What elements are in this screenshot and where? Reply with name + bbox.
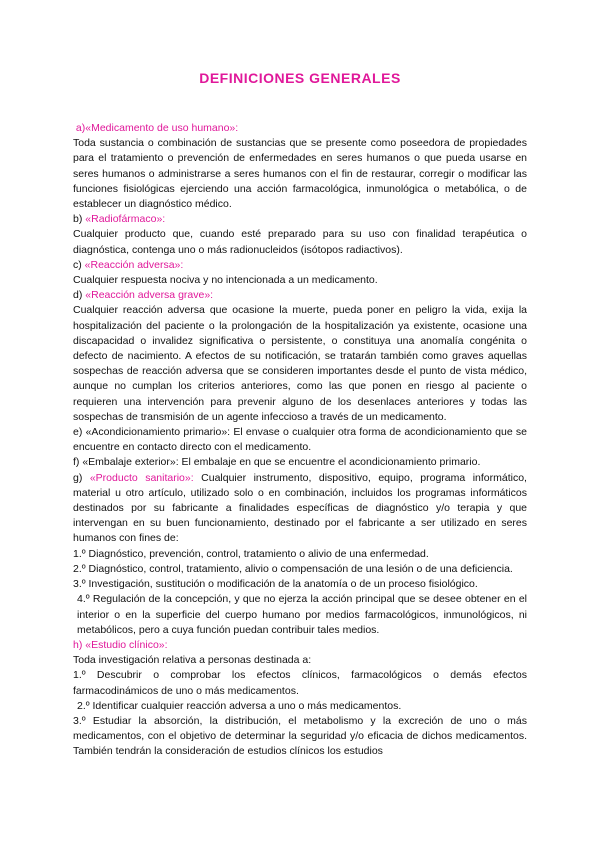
section-c-text: Cualquier respuesta nociva y no intencionada a un medicamento. — [73, 274, 378, 287]
section-h-item-1: 1.º Descubrir o comprobar los efectos clínicos, farmacológicos o demás efectos farmacodinámicos de uno o más medicamentos. — [73, 669, 527, 697]
section-g-item-3: 3.º Investigación, sustitución o modificación de la anatomía o de un proceso fisiológico. — [73, 578, 478, 591]
document-body — [73, 121, 527, 760]
section-h-item-2: 2.º Identificar cualquier reacción adversa a uno o más medicamentos. — [77, 699, 402, 712]
section-g-item-2: 2.º Diagnóstico, control, tratamiento, alivio o compensación de una lesión o de una deficiencia. — [73, 562, 513, 575]
section-h-item-3: 3.º Estudiar la absorción, la distribución, el metabolismo y la excreción de uno o más medicamentos, con el objetivo de determinar la seguridad y/o eficacia de dichos medicamentos. También tendrán la consideración de estudios clínicos los estudios — [73, 714, 527, 758]
section-b-label: b) «Radiofármaco»: — [73, 213, 166, 226]
section-d-text: Cualquier reacción adversa que ocasione la muerte, pueda poner en peligro la vida, exija la hospitalización del paciente o la prolongación de la hospitalización ya existente, ocasione una discapacidad o invalidez significativa o persistente, o constituya una anomalía congénita o defecto de nacimiento. A efectos de su notificación, se tratarán también como graves aquellas sospechas de reacción adversa que se consideren importantes desde el punto de vista médico, aunque no cumplan los criterios anteriores, como las que ponen en riesgo al paciente o requieren una intervención para prevenir alguno de los desenlaces anteriores y todas las sospechas de transmisión de un agente infeccioso a través de un medicamento. — [73, 304, 527, 423]
section-a-label: a)«Medicamento de uso humano»: — [75, 122, 239, 134]
section-f-text: f) «Embalaje exterior»: El embalaje en que se encuentre el acondicionamiento primario. — [73, 456, 481, 469]
section-g-text: g) «Producto sanitario»: Cualquier instrumento, dispositivo, equipo, programa informático, material u otro artículo, utilizado solo o en combinación, incluidos los programas informáticos destinados por su fabricante a finalidades específicas de diagnóstico y/o terapia y que intervengan en su buen funcionamiento, destinado por el fabricante a ser utilizado en seres humanos con fines de: — [73, 471, 527, 545]
section-c-label: c) «Reacción adversa»: — [73, 258, 184, 271]
page-title: DEFINICIONES GENERALES — [199, 70, 401, 86]
section-d-label: d) «Reacción adversa grave»: — [73, 289, 214, 302]
section-h-text: Toda investigación relativa a personas destinada a: — [73, 654, 312, 667]
section-a-text: Toda sustancia o combinación de sustancias que se presente como poseedora de propiedades para el tratamiento o prevención de enfermedades en seres humanos o que pueda usarse en seres humanos o administrarse a seres humanos con el fin de restaurar, corregir o modificar las funciones fisiológicas ejerciendo una acción farmacológica, inmunológica o metabólica, o de establecer un diagnóstico médico. — [73, 137, 527, 211]
section-h-label: h) «Estudio clínico»: — [73, 638, 168, 651]
section-b-text: Cualquier producto que, cuando esté preparado para su uso con finalidad terapéutica o diagnóstica, contenga uno o más radionucleidos (isótopos radiactivos). — [73, 228, 527, 256]
section-g-item-1: 1.º Diagnóstico, prevención, control, tratamiento o alivio de una enfermedad. — [73, 547, 429, 560]
section-e-text: e) «Acondicionamiento primario»: El envase o cualquier otra forma de acondicionamiento que se encuentre en contacto directo con el medicamento. — [73, 426, 527, 454]
section-g-item-4: 4.º Regulación de la concepción, y que no ejerza la acción principal que se desee obtener en el interior o en la superficie del cuerpo humano por medios farmacológicos, inmunológicos, ni metabólicos, pero a cuya función puedan contribuir tales medios. — [77, 593, 527, 636]
